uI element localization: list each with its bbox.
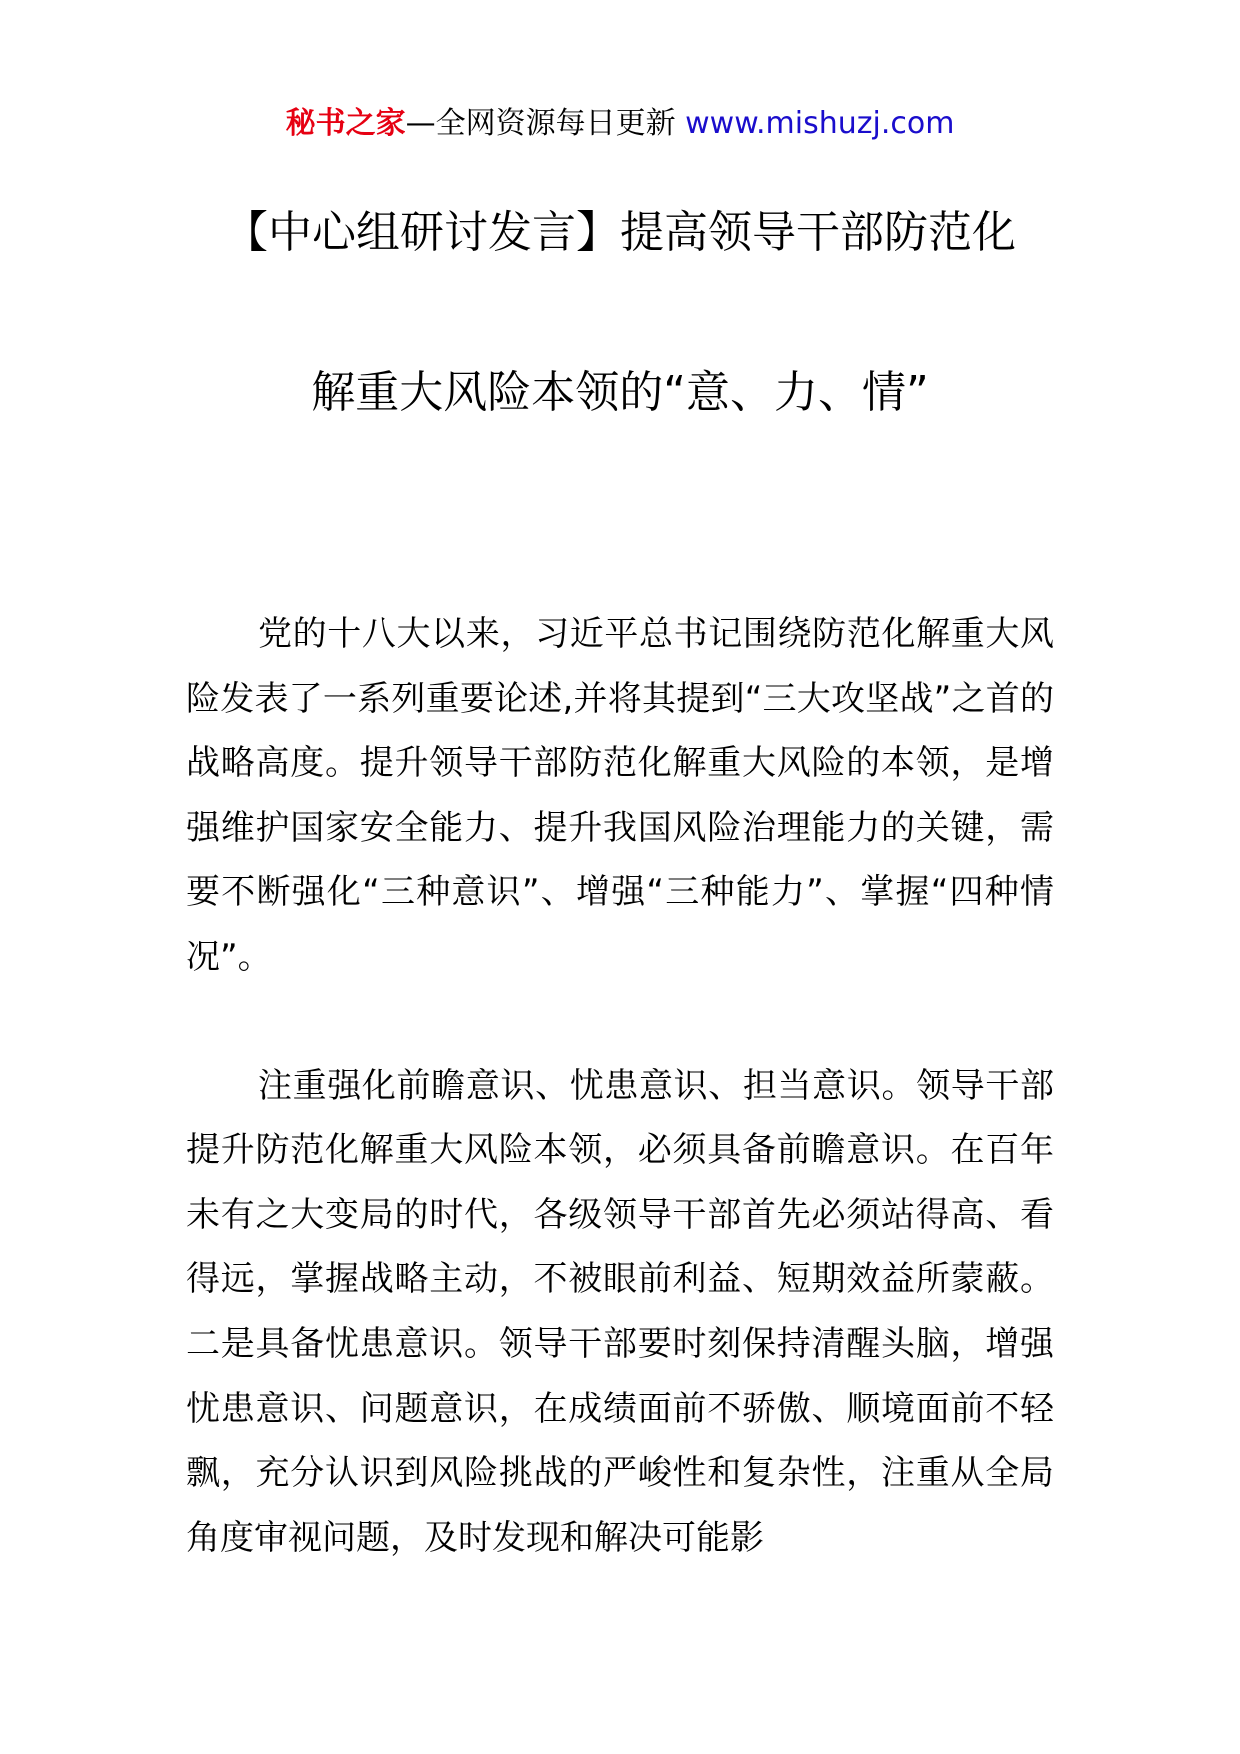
document-body bbox=[186, 602, 1054, 1570]
document-title-line-1: 【中心组研讨发言】提高领导干部防范化 bbox=[224, 207, 1016, 258]
body-paragraph: 党的十八大以来，习近平总书记围绕防范化解重大风险发表了一系列重要论述,并将其提到“三大攻坚战”之首的战略高度。提升领导干部防范化解重大风险的本领，是增强维护国家安全能力、提升我国风险治理能力的关键，需要不断强化“三种意识”、增强“三种能力”、掌握“四种情况”。 bbox=[186, 614, 1054, 977]
document-title-line-2: 解重大风险本领的“意、力、情” bbox=[311, 367, 929, 418]
brand-name: 秘书之家 bbox=[285, 106, 406, 141]
site-header bbox=[0, 102, 1240, 146]
site-url-link[interactable]: www.mishuzj.com bbox=[685, 106, 955, 141]
body-paragraph: 注重强化前瞻意识、忧患意识、担当意识。领导干部提升防范化解重大风险本领，必须具备前瞻意识。在百年未有之大变局的时代，各级领导干部首先必须站得高、看得远，掌握战略主动，不被眼前利益、短期效益所蒙蔽。二是具备忧患意识。领导干部要时刻保持清醒头脑，增强忧患意识、问题意识，在成绩面前不骄傲、顺境面前不轻飘，充分认识到风险挑战的严峻性和复杂性，注重从全局角度审视问题，及时发现和解决可能影 bbox=[186, 1065, 1054, 1558]
header-tagline: —全网资源每日更新 bbox=[405, 106, 676, 141]
